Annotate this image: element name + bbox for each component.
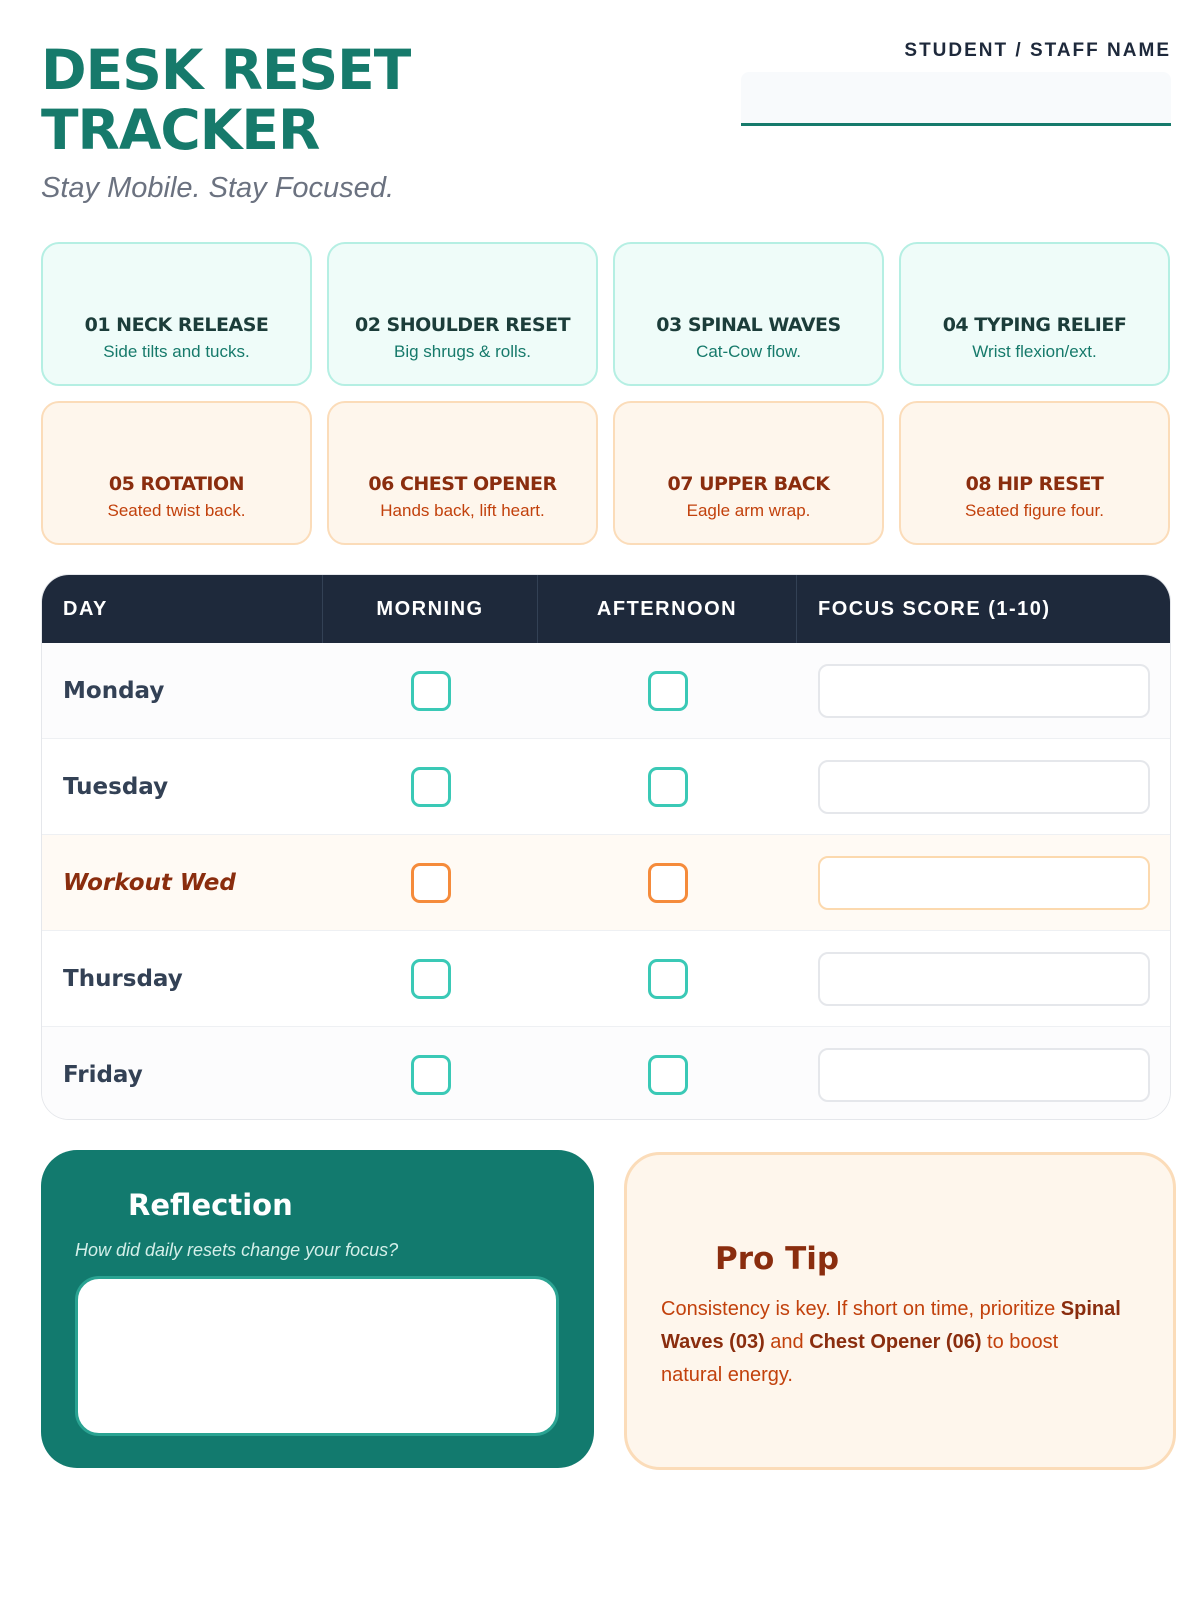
focus-score-input[interactable] <box>818 952 1150 1006</box>
stretch-card-desc: Seated twist back. <box>107 501 246 520</box>
table-body <box>42 643 1170 1120</box>
stretch-card-chest-opener <box>327 401 598 545</box>
table-row-thursday <box>42 931 1170 1027</box>
pro-tip-title: Pro Tip <box>715 1241 840 1277</box>
afternoon-checkbox[interactable] <box>648 1055 688 1095</box>
stretch-card-title: 05 ROTATION <box>108 473 245 495</box>
table-row-friday <box>42 1027 1170 1120</box>
pro-tip-panel <box>624 1152 1176 1470</box>
pro-tip-highlight: Chest Opener (06) <box>809 1331 982 1353</box>
morning-checkbox[interactable] <box>411 959 451 999</box>
stretch-card-spinal-waves <box>613 242 884 386</box>
focus-score-input[interactable] <box>818 1048 1150 1102</box>
stretch-card-desc: Eagle arm wrap. <box>686 501 811 520</box>
stretch-card-desc: Big shrugs & rolls. <box>394 342 531 361</box>
day-label: Friday <box>63 1062 143 1088</box>
name-label: STUDENT / STAFF NAME <box>904 40 1171 61</box>
stretch-card-title: 08 HIP RESET <box>965 473 1104 495</box>
header <box>41 40 1171 220</box>
table-row-monday <box>42 643 1170 739</box>
day-label: Tuesday <box>63 773 169 800</box>
reflection-panel <box>41 1150 594 1468</box>
stretch-cards <box>41 242 1171 545</box>
reflection-question: How did daily resets change your focus? <box>75 1240 399 1260</box>
reflection-input[interactable] <box>75 1276 559 1436</box>
page-subtitle: Stay Mobile. Stay Focused. <box>41 172 394 204</box>
focus-score-input[interactable] <box>818 856 1150 910</box>
table-row-wednesday <box>42 835 1170 931</box>
stretch-card-rotation <box>41 401 312 545</box>
column-header-day: DAY <box>42 575 323 643</box>
stretch-card-desc: Seated figure four. <box>965 501 1104 520</box>
stretch-card-title: 01 NECK RELEASE <box>84 314 269 336</box>
stretch-card-title: 07 UPPER BACK <box>667 473 830 495</box>
stretch-card-upper-back <box>613 401 884 545</box>
day-label: Workout Wed <box>63 869 236 896</box>
morning-checkbox[interactable] <box>411 671 451 711</box>
stretch-card-desc: Wrist flexion/ext. <box>972 342 1097 361</box>
morning-checkbox[interactable] <box>411 767 451 807</box>
morning-checkbox[interactable] <box>411 863 451 903</box>
name-input[interactable] <box>741 72 1171 126</box>
column-header-focus-score: FOCUS SCORE (1-10) <box>818 597 1051 620</box>
afternoon-checkbox[interactable] <box>648 959 688 999</box>
page-title: DESK RESET TRACKER <box>41 38 411 162</box>
tracker-table <box>41 574 1171 1120</box>
afternoon-checkbox[interactable] <box>648 863 688 903</box>
afternoon-checkbox[interactable] <box>648 671 688 711</box>
pro-tip-text: Consistency is key. If short on time, prioritize Spinal Waves (03) and Chest Opener (06) to boost natural energy. <box>661 1298 1121 1386</box>
afternoon-checkbox[interactable] <box>648 767 688 807</box>
day-label: Monday <box>63 677 165 704</box>
stretch-card-desc: Hands back, lift heart. <box>380 501 545 520</box>
column-header-morning: MORNING <box>323 575 538 643</box>
stretch-card-title: 02 SHOULDER RESET <box>354 314 571 336</box>
stretch-card-title: 06 CHEST OPENER <box>368 473 557 495</box>
morning-checkbox[interactable] <box>411 1055 451 1095</box>
pro-tip-highlight: Spinal Waves (03) <box>661 1298 1121 1353</box>
stretch-card-title: 04 TYPING RELIEF <box>942 314 1127 336</box>
table-header <box>42 575 1170 643</box>
stretch-card-desc: Side tilts and tucks. <box>103 342 250 361</box>
stretch-card-desc: Cat-Cow flow. <box>696 342 801 361</box>
column-header-afternoon: AFTERNOON <box>538 575 797 643</box>
reflection-title: Reflection <box>128 1188 293 1222</box>
day-label: Thursday <box>63 965 183 992</box>
stretch-card-hip-reset <box>899 401 1170 545</box>
stretch-card-neck-release <box>41 242 312 386</box>
table-row-tuesday <box>42 739 1170 835</box>
stretch-card-typing-relief <box>899 242 1170 386</box>
stretch-card-title: 03 SPINAL WAVES <box>656 314 841 336</box>
focus-score-input[interactable] <box>818 760 1150 814</box>
focus-score-input[interactable] <box>818 664 1150 718</box>
stretch-card-shoulder-reset <box>327 242 598 386</box>
name-block <box>741 40 1171 126</box>
